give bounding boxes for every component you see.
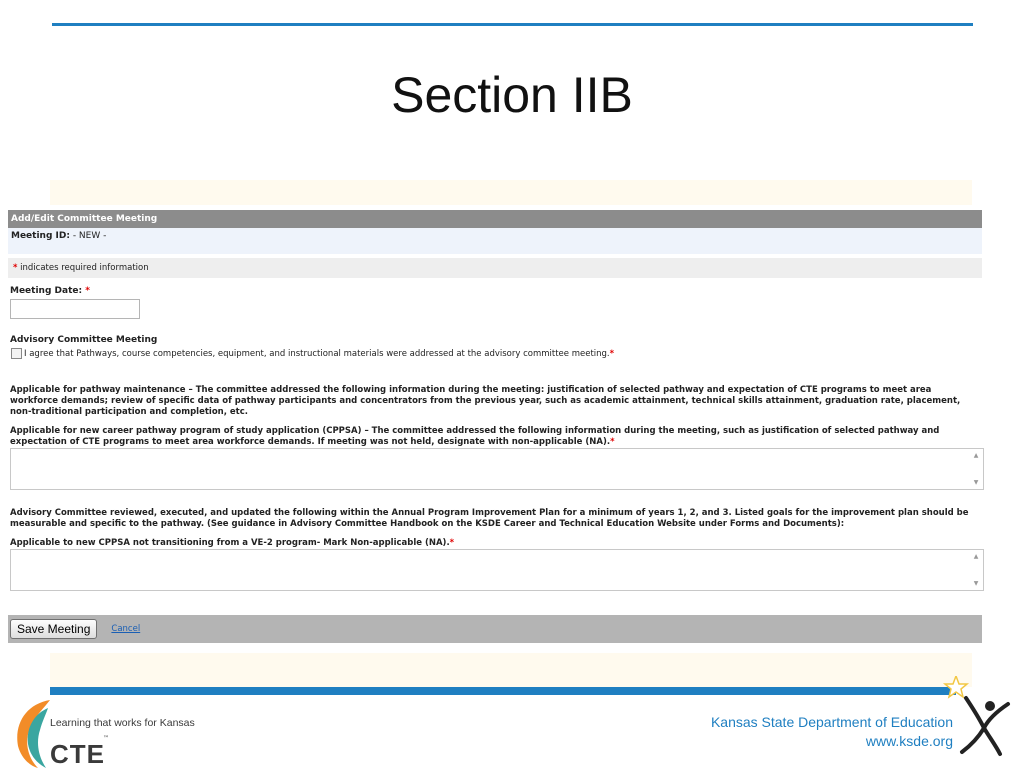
meeting-date-label-row (8, 286, 982, 296)
required-note (8, 258, 982, 278)
cream-band-top (50, 180, 972, 205)
new-cppsa-paragraph (8, 426, 975, 448)
form-action-bar (8, 615, 982, 643)
cte-wordmark: CTE (50, 739, 105, 769)
advisory-meeting-heading: Advisory Committee Meeting (10, 335, 158, 345)
meeting-id-value: - NEW - (72, 231, 107, 241)
agree-row (8, 348, 982, 359)
slide-title: Section IIB (391, 67, 633, 123)
top-divider (52, 23, 973, 26)
scroll-down-arrow-icon[interactable]: ▼ (973, 580, 979, 587)
required-note-text: indicates required information (20, 263, 149, 273)
agree-text: I agree that Pathways, course competencies, equipment, and instructional materials were addressed at the advisory committee meeting. (24, 348, 610, 359)
improvement-plan-textarea[interactable] (10, 549, 984, 591)
form-header: Add/Edit Committee Meeting (8, 210, 982, 228)
cream-band-bottom (50, 653, 972, 687)
ksde-name: Kansas State Department of Education (710, 714, 953, 730)
required-star: * (13, 263, 18, 273)
scroll-up-arrow-icon[interactable]: ▲ (973, 452, 979, 459)
meeting-date-label: Meeting Date: (10, 286, 83, 296)
improvement-plan-paragraph: Advisory Committee reviewed, executed, and updated the following within the Annual Program Improvement Plan for a minimum of years 1, 2, and 3. Listed goals for the improvement plan should be measurable and specific to the pathway. (See guidance in Advisory Committee Handbook on the KSDE Career and Technical Education Website under Forms and Documents): (10, 508, 969, 529)
pathway-maintenance-paragraph: Applicable for pathway maintenance – The committee addressed the following information during the meeting: justification of selected pathway and expectation of CTE programs to meet area workforce demands; review of specific data of pathway participants and concentrators from the previous year, such as academic attainment, technical skills attainment, graduation rate, placement, non-traditional participation and completion, etc. (10, 385, 961, 417)
scroll-down-arrow-icon[interactable]: ▼ (973, 479, 979, 486)
not-transitioning-text: Applicable to new CPPSA not transitioning from a VE-2 program- Mark Non-applicable (NA). (10, 538, 450, 548)
ksde-url: www.ksde.org (865, 733, 953, 749)
committee-meeting-form (8, 210, 982, 643)
agree-required-star: * (609, 348, 615, 359)
meeting-id-label: Meeting ID: (11, 231, 70, 241)
new-cppsa-text: Applicable for new career pathway program of study application (CPPSA) – The committee addressed the following information during the meeting, such as justification of selected pathway and expectation of CTE programs to meet area workforce demands. If meeting was not held, designate with non-applicable (NA). (10, 426, 940, 447)
scroll-up-arrow-icon[interactable]: ▲ (973, 553, 979, 560)
cancel-link[interactable]: Cancel (111, 624, 141, 634)
not-transitioning-required-star: * (449, 538, 455, 548)
new-cppsa-required-star: * (610, 437, 615, 447)
cte-swoosh-logo-icon (8, 694, 238, 768)
cte-trademark: ™ (103, 735, 109, 742)
meeting-date-input[interactable] (10, 299, 140, 319)
meeting-id-row (8, 228, 982, 254)
star-icon (945, 676, 967, 697)
save-meeting-button[interactable]: Save Meeting (10, 619, 97, 639)
meeting-date-required-star: * (85, 286, 90, 296)
cte-tagline: Learning that works for Kansas (50, 717, 195, 729)
cppsa-textarea[interactable] (10, 448, 984, 490)
ksde-figure-logo-icon (940, 676, 1020, 762)
not-transitioning-paragraph (8, 538, 975, 549)
agree-checkbox[interactable] (11, 348, 22, 359)
